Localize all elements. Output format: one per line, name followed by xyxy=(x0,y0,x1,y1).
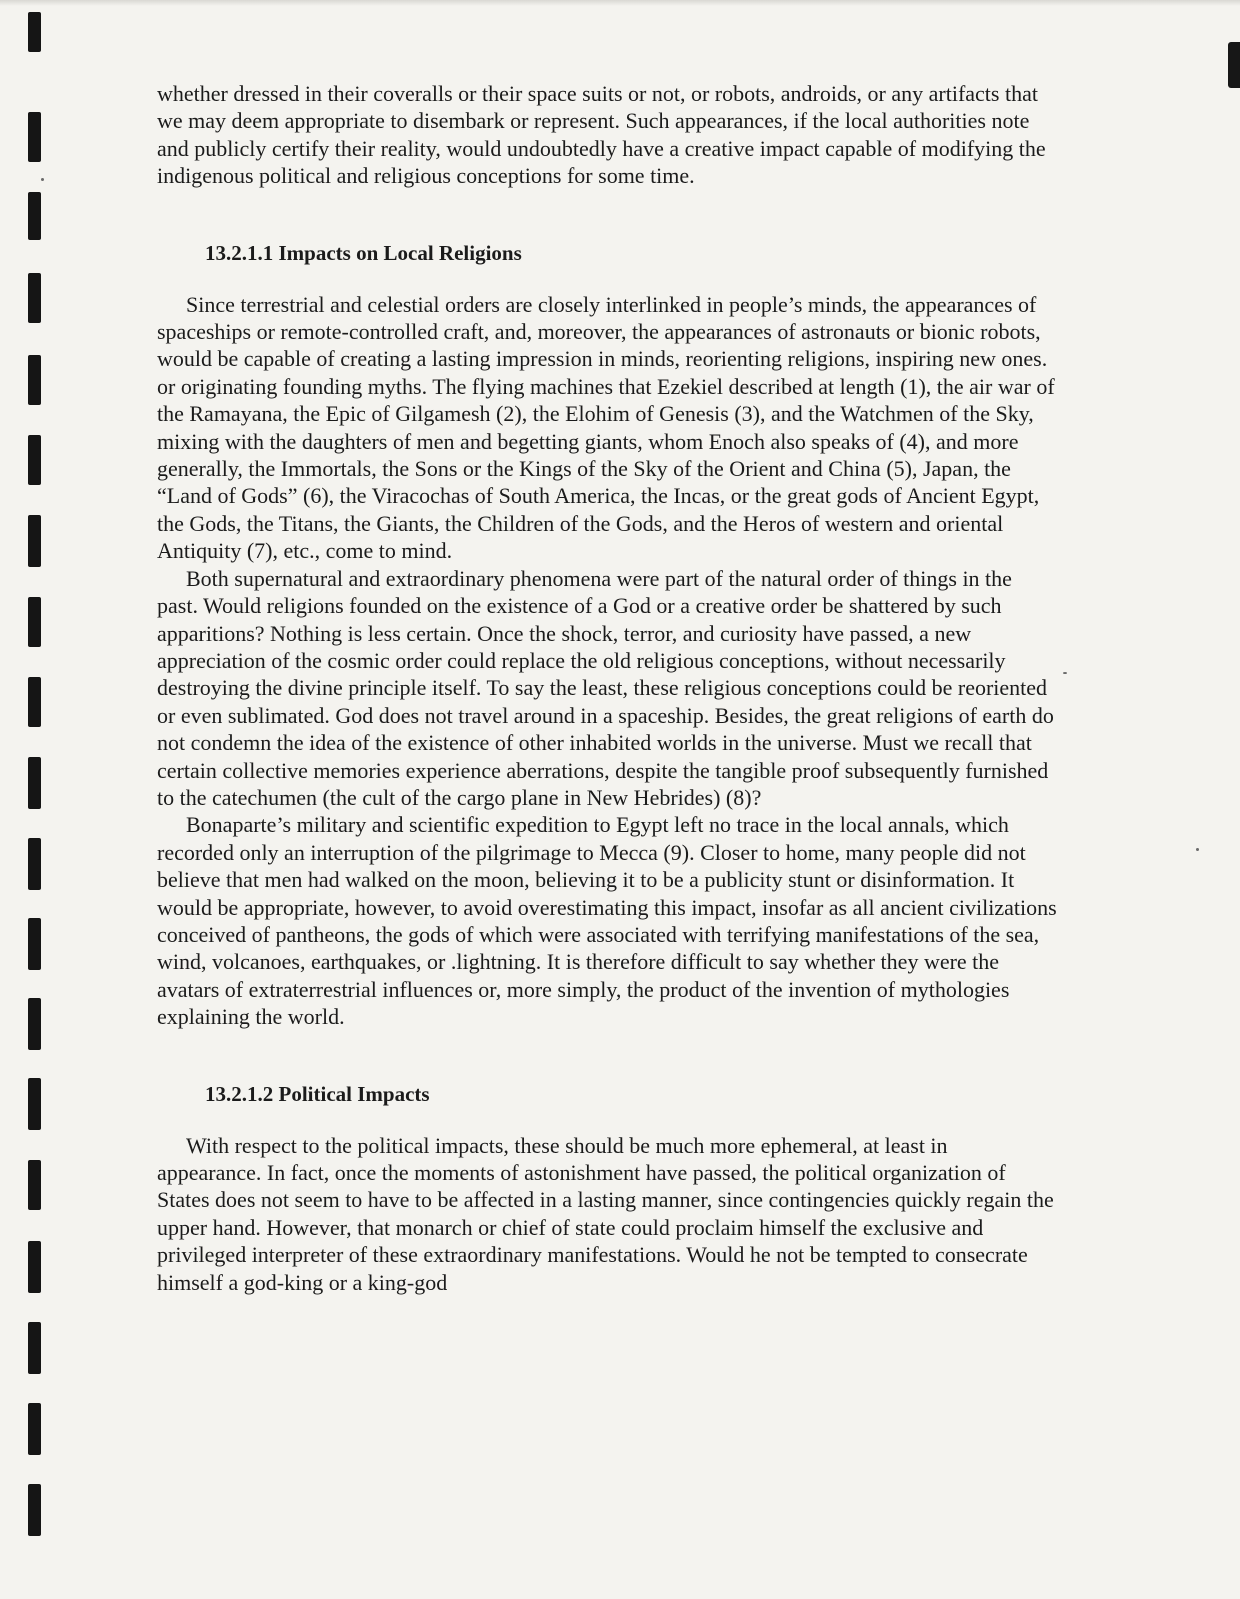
page-top-edge xyxy=(0,0,1240,6)
punch-hole xyxy=(28,355,41,405)
page-edge-mark xyxy=(1228,42,1240,88)
punch-hole xyxy=(28,12,41,52)
punch-hole xyxy=(28,1403,41,1455)
punch-hole xyxy=(28,757,41,809)
punch-hole xyxy=(28,1241,41,1293)
punch-hole xyxy=(28,192,41,240)
punch-hole xyxy=(28,1160,41,1210)
body-paragraph: Bonaparte’s military and scientific expedition to Egypt left no trace in the local annals, which recorded only an interruption of the pilgrimage to Mecca (9). Closer to home, many people did not believe that men had walked on the moon, believing it to be a publicity stunt or disinformation. It would be appropriate, however, to avoid overestimating this impact, insofar as all ancient civilizations conceived of pantheons, the gods of which were associated with terrifying manifestations of the sea, wind, volcanoes, earthquakes, or .lightning. It is therefore difficult to say whether they were the avatars of extraterrestrial influences or, more simply, the product of the invention of mythologies explaining the world. xyxy=(157,812,1057,1030)
scan-speck xyxy=(1196,848,1199,851)
document-body xyxy=(157,80,1057,1296)
punch-hole xyxy=(28,273,41,323)
section-heading-political: 13.2.1.2 Political Impacts xyxy=(205,1081,430,1106)
binding-punch-holes xyxy=(0,0,80,1599)
punch-hole xyxy=(28,515,41,567)
punch-hole xyxy=(28,918,41,970)
scan-speck xyxy=(41,178,44,181)
body-paragraph: Both supernatural and extraordinary phenomena were part of the natural order of things in the past. Would religions founded on the existence of a God or a creative order be shattered by such apparitions? Nothing is less certain. Once the shock, terror, and curiosity have passed, a new appreciation of the cosmic order could replace the old religious conceptions, without necessarily destroying the divine principle itself. To say the least, these religious conceptions could be reoriented or even sublimated. God does not travel around in a spaceship. Besides, the great religions of earth do not condemn the idea of the existence of other inhabited worlds in the universe. Must we recall that certain collective memories experience aberrations, despite the tangible proof subsequently furnished to the catechumen (the cult of the cargo plane in New Hebrides) (8)? xyxy=(157,565,1054,810)
section-heading-religions: 13.2.1.1 Impacts on Local Religions xyxy=(205,240,522,265)
body-paragraph: With respect to the political impacts, these should be much more ephemeral, at least in appearance. In fact, once the moments of astonishment have passed, the political organization of States does not seem to have to be affected in a lasting manner, since contingencies quickly regain the upper hand. However, that monarch or chief of state could proclaim himself the exclusive and privileged interpreter of these extraordinary manifestations. Would he not be tempted to consecrate himself a god-king or a king-god xyxy=(157,1132,1054,1295)
punch-hole xyxy=(28,1322,41,1374)
punch-hole xyxy=(28,597,41,647)
punch-hole xyxy=(28,838,41,890)
punch-hole xyxy=(28,435,41,485)
punch-hole xyxy=(28,1078,41,1130)
punch-hole xyxy=(28,112,41,162)
body-paragraph: Since terrestrial and celestial orders are closely interlinked in people’s minds, the appearances of spaceships or remote-controlled craft, and, moreover, the appearances of astronauts or bionic robots, would be capable of creating a lasting impression in minds, reorienting religions, inspiring new ones. or originating founding myths. The flying machines that Ezekiel described at length (1), the air war of the Ramayana, the Epic of Gilgamesh (2), the Elohim of Genesis (3), and the Watchmen of the Sky, mixing with the daughters of men and begetting giants, whom Enoch also speaks of (4), and more generally, the Immortals, the Sons or the Kings of the Sky of the Orient and China (5), Japan, the “Land of Gods” (6), the Viracochas of South America, the Incas, or the great gods of Ancient Egypt, the Gods, the Titans, the Giants, the Children of the Gods, and the Heros of western and oriental Antiquity (7), etc., come to mind. xyxy=(157,291,1055,564)
punch-hole xyxy=(28,1484,41,1536)
scan-speck xyxy=(1063,672,1067,674)
punch-hole xyxy=(28,677,41,727)
punch-hole xyxy=(28,998,41,1050)
intro-paragraph: whether dressed in their coveralls or their space suits or not, or robots, androids, or any artifacts that we may deem appropriate to disembark or represent. Such appearances, if the local authorities note and publicly certify their reality, would undoubtedly have a creative impact capable of modifying the indigenous political and religious conceptions for some time. xyxy=(157,81,1046,189)
